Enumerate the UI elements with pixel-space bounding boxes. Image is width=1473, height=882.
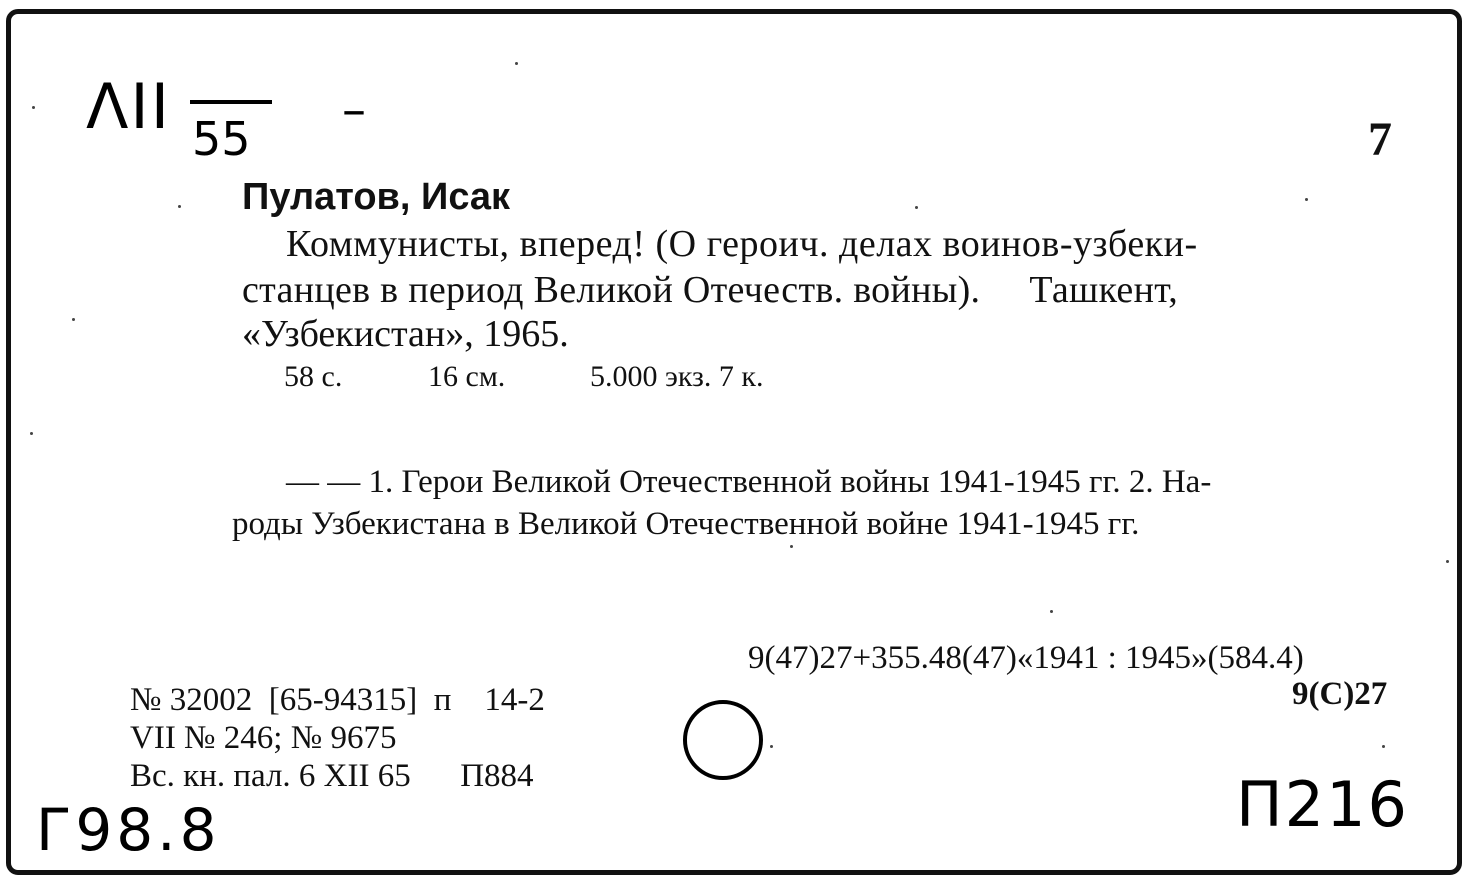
physical-size: 16 см. [428,360,506,393]
registry-line-2: VII № 246; № 9675 [130,720,397,756]
scan-speck [72,318,75,321]
scan-speck [1050,610,1053,613]
card-number: 7 [1368,113,1392,166]
handwritten-fraction-bar [190,100,272,104]
scan-speck [515,62,518,65]
registry-line-1: № 32002 [65-94315] п 14-2 [130,682,545,718]
classification-code: 9(47)27+355.48(47)«1941 : 1945»(584.4) [748,640,1304,676]
punch-hole-circle [683,700,763,780]
scan-speck [32,106,35,109]
scan-speck [915,206,918,209]
subjects-line-2: роды Узбекистана в Великой Отечественной войне 1941-1945 гг. [232,506,1140,542]
scan-speck [1446,560,1449,563]
scan-speck [770,745,773,748]
title-line-2: станцев в период Великой Отечеств. войны). Ташкент, [242,269,1179,311]
title-line-3: «Узбекистан», 1965. [242,313,569,355]
handwritten-fraction-number: 55 [192,112,251,166]
handwritten-bottom-right: П216 [1236,768,1409,841]
title-line-1: Коммунисты, вперед! (О героич. делах воинов-узбеки- [286,223,1198,265]
scan-speck [30,432,33,435]
handwritten-shelfmark: ΛII [86,70,171,143]
physical-copies-price: 5.000 экз. 7 к. [590,360,764,393]
subjects-line-1: — — 1. Герои Великой Отечественной войны 1941-1945 гг. 2. На- [286,464,1212,500]
physical-pages: 58 с. [284,360,343,393]
scan-speck [1382,745,1385,748]
registry-line-3: Вс. кн. пал. 6 XII 65 П884 [130,758,534,794]
scan-speck [178,205,181,208]
author-heading: Пулатов, Исак [242,176,511,218]
handwritten-bottom-left: Г98.8 [36,796,221,864]
classification-code-secondary: 9(С)27 [1292,676,1388,712]
handwritten-dash: – [342,82,366,138]
scan-speck [1305,198,1308,201]
scan-speck [790,545,793,548]
